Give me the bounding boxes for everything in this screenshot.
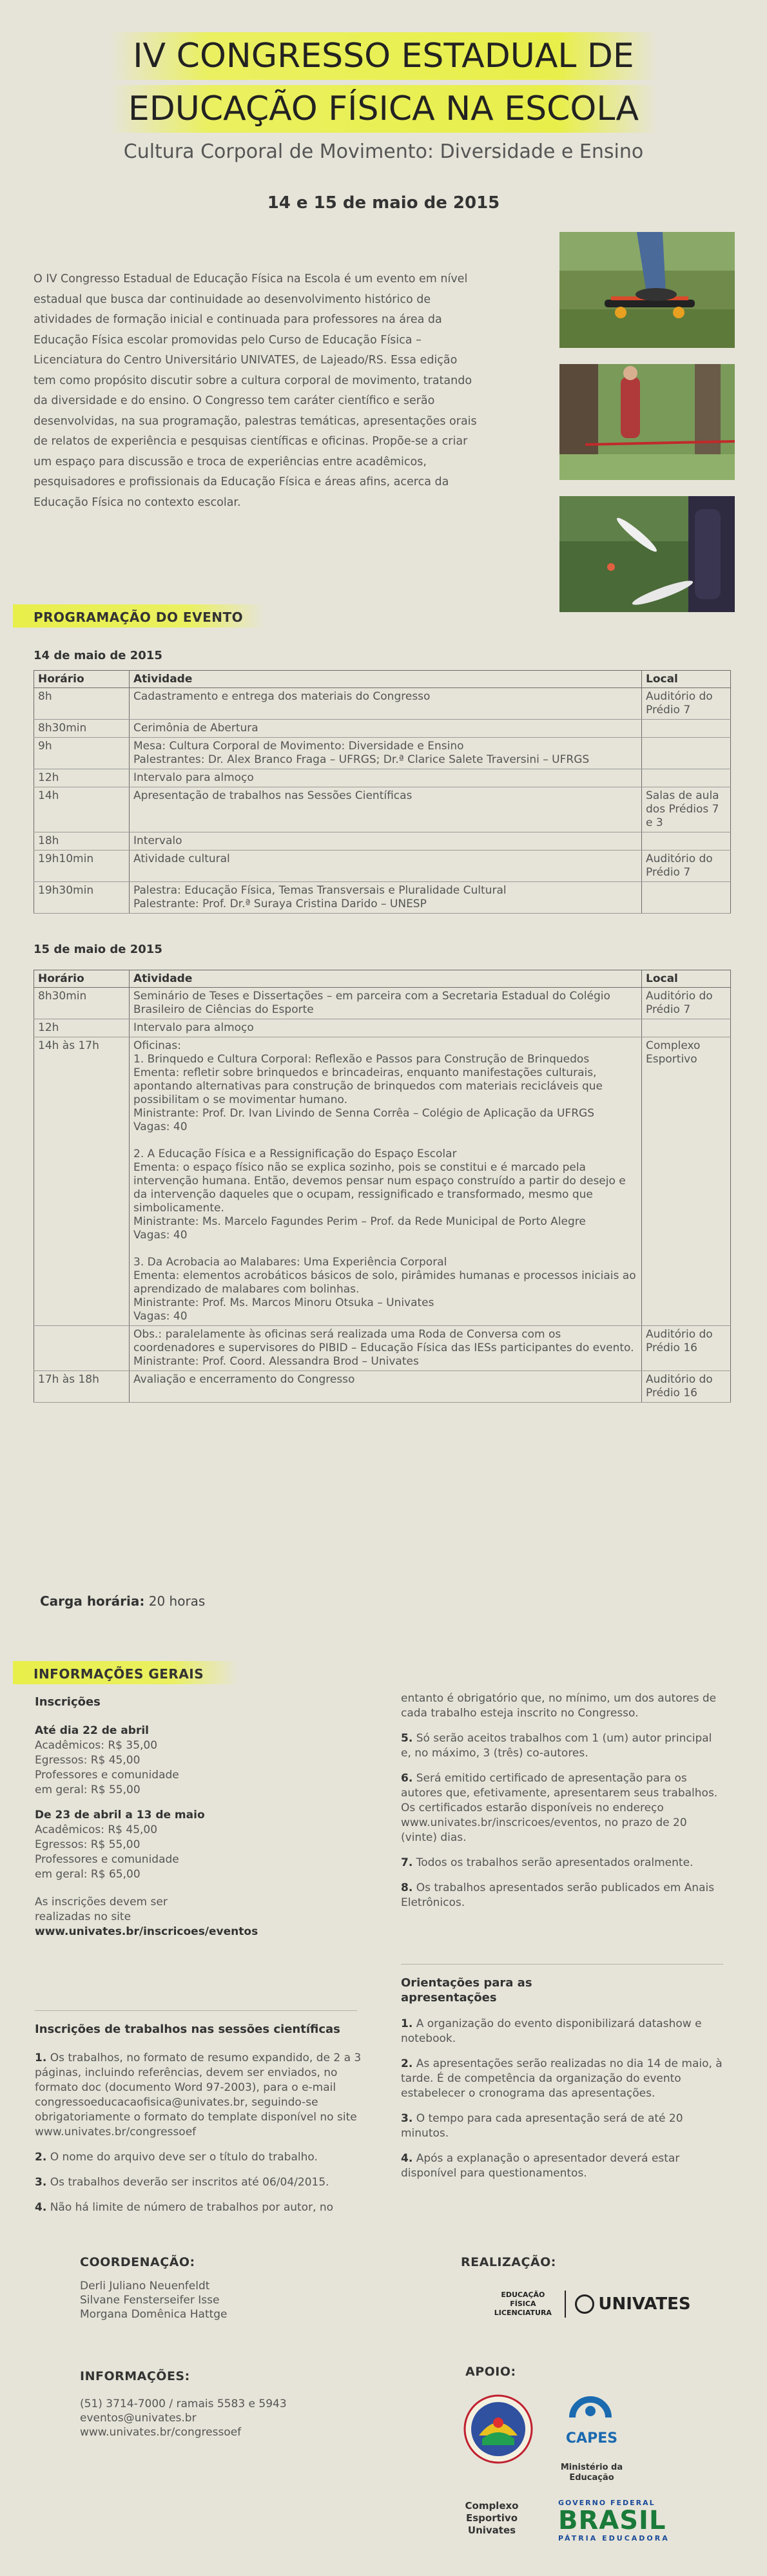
trabalho-item-text: Os trabalhos deverão ser inscritos até 06/04/2015. xyxy=(50,2176,329,2189)
info-heading: INFORMAÇÕES GERAIS xyxy=(13,1661,238,1684)
header-time: Horário xyxy=(34,970,130,988)
rule-item-text: Só serão aceitos trabalhos com 1 (um) autor principal e, no máximo, 3 (três) co-autores. xyxy=(401,1732,712,1760)
trabalhos-title: Inscrições de trabalhos nas sessões científicas xyxy=(35,2023,340,2036)
row-activity: Intervalo para almoço xyxy=(130,769,642,787)
brasil-label: BRASIL xyxy=(558,2506,666,2535)
row-activity: Cerimônia de Abertura xyxy=(130,720,642,738)
row-time: 12h xyxy=(34,1019,130,1037)
row-place: Auditório do Prédio 7 xyxy=(642,988,731,1019)
trabalho-item xyxy=(35,2051,364,2140)
trabalho-item-number: 2. xyxy=(35,2151,47,2164)
ministerio-label: Ministério da Educação xyxy=(560,2463,623,2483)
schedule-row xyxy=(34,1037,731,1326)
trabalhos-section xyxy=(35,2022,364,2225)
row-place: Salas de aula dos Prédios 7 e 3 xyxy=(642,787,731,832)
schedule-row xyxy=(34,787,731,832)
rule-item-number: 8. xyxy=(401,1881,413,1894)
row-activity: Cadastramento e entrega dos materiais do Congresso xyxy=(130,688,642,720)
row-time: 18h xyxy=(34,832,130,851)
period1-line: em geral: R$ 55,00 xyxy=(35,1783,141,1796)
schedule-row xyxy=(34,1371,731,1403)
row-place: Auditório do Prédio 16 xyxy=(642,1371,731,1403)
trabalho-item-number: 3. xyxy=(35,2176,47,2189)
univates-logo xyxy=(575,2294,690,2314)
inscricoes-link[interactable]: www.univates.br/inscricoes/eventos xyxy=(35,1925,258,1938)
period1-line: Egressos: R$ 45,00 xyxy=(35,1754,141,1767)
trabalho-item-text: O nome do arquivo deve ser o título do trabalho. xyxy=(50,2151,318,2164)
subtitle: Cultura Corporal de Movimento: Diversidade e Ensino xyxy=(123,140,644,163)
row-place: Auditório do Prédio 7 xyxy=(642,851,731,882)
coord-name: Derli Juliano Neuenfeldt xyxy=(80,2280,210,2292)
header-place: Local xyxy=(642,970,731,988)
col2-continuation: entanto é obrigatório que, no mínimo, um dos autores de cada trabalho esteja inscrito no Congresso. xyxy=(401,1692,717,1720)
row-place xyxy=(642,720,731,738)
day2-heading: 15 de maio de 2015 xyxy=(34,943,162,956)
info-contacts xyxy=(80,2397,287,2439)
inscricoes-title: Inscrições xyxy=(35,1695,101,1709)
rule-item-number: 6. xyxy=(401,1772,413,1785)
schedule-row xyxy=(34,720,731,738)
title-line-1: IV CONGRESSO ESTADUAL DE xyxy=(110,32,657,80)
schedule-row xyxy=(34,988,731,1019)
rule-item-number: 5. xyxy=(401,1732,413,1745)
carga-label: Carga horária: xyxy=(40,1593,145,1609)
period2-line: em geral: R$ 65,00 xyxy=(35,1868,141,1881)
orient-item-text: As apresentações serão realizadas no dia 14 de maio, à tarde. É de competência da organização do evento estabelecer o cronograma das apresentações. xyxy=(401,2057,723,2100)
slackline-photo xyxy=(559,364,735,480)
schedule-row xyxy=(34,738,731,769)
row-time: 19h30min xyxy=(34,882,130,914)
info-title: INFORMAÇÕES: xyxy=(80,2369,190,2383)
row-place: Auditório do Prédio 16 xyxy=(642,1326,731,1371)
row-time: 14h xyxy=(34,787,130,832)
row-place: Auditório do Prédio 7 xyxy=(642,688,731,720)
governo-label: GOVERNO FEDERAL xyxy=(558,2499,655,2507)
orient-item-number: 2. xyxy=(401,2057,413,2070)
schedule-row xyxy=(34,1019,731,1037)
row-activity: Obs.: paralelamente às oficinas será realizada uma Roda de Conversa com os coordenadores e supervisores do PIBID – Educação Física das IESs participantes do evento. Ministrante: Prof. Coord. Alessandra Brod – Univates xyxy=(130,1326,642,1371)
orient-item-number: 3. xyxy=(401,2112,413,2125)
edfisica-logo: EDUCAÇÃO FÍSICA LICENCIATURA xyxy=(489,2291,566,2318)
univates-logo-text: UNIVATES xyxy=(598,2294,691,2314)
rule-item-number: 7. xyxy=(401,1856,413,1869)
orient-item-number: 1. xyxy=(401,2017,413,2030)
header-activity: Atividade xyxy=(130,970,642,988)
row-activity: Oficinas: 1. Brinquedo e Cultura Corporal: Reflexão e Passos para Construção de Brinquedos Ementa: refletir sobre brinquedos e brincadeiras, enquanto manifestações culturais, apontando alternativas para construção de brinquedos com materiais recicláveis que possibilitam o se movimentar humano. Ministrante: Prof. Dr. Ivan Livindo de Senna Corrêa – Colégio de Aplicação da UFRGS Vagas: 40 2. A Educação Física e a Ressignificação do Espaço Escolar Ementa: o espaço físico não se explica sozinho, pois se constitui e é marcado pela intervenção humana. Então, devemos pensar num espaço construído a partir do desejo e da intervenção daqueles que o ocupam, ressignificado e transformado, mesmo que simbolicamente. Ministrante: Ms. Marcelo Fagundes Perim – Prof. da Rede Municipal de Porto Alegre Vagas: 40 3. Da Acrobacia ao Malabares: Uma Experiência Corporal Ementa: elementos acrobáticos básicos de solo, pirâmides humanas e processos iniciais ao aprendizado de malabares com bolinhas. Ministrante: Prof. Ms. Marcos Minoru Otsuka – Univates Vagas: 40 xyxy=(130,1037,642,1326)
realizacao-title: REALIZAÇÃO: xyxy=(461,2255,556,2269)
coord-name: Morgana Domênica Hattge xyxy=(80,2308,228,2321)
program-heading: PROGRAMAÇÃO DO EVENTO xyxy=(13,604,264,628)
trabalho-item xyxy=(35,2175,364,2190)
row-time: 14h às 17h xyxy=(34,1037,130,1326)
row-time: 8h30min xyxy=(34,988,130,1019)
row-activity: Intervalo xyxy=(130,832,642,851)
orientacoes-section xyxy=(401,1975,723,2191)
row-time xyxy=(34,1326,130,1371)
row-activity: Apresentação de trabalhos nas Sessões Científicas xyxy=(130,787,642,832)
row-place: Complexo Esportivo xyxy=(642,1037,731,1326)
coord-name: Silvane Fensterseifer Isse xyxy=(80,2294,220,2307)
juggling-photo xyxy=(559,496,735,612)
row-activity: Mesa: Cultura Corporal de Movimento: Diversidade e Ensino Palestrantes: Dr. Alex Branco Fraga – UFRGS; Dr.ª Clarice Salete Traversini – UFRGS xyxy=(130,738,642,769)
period2-title: De 23 de abril a 13 de maio xyxy=(35,1809,205,1821)
rule-item xyxy=(401,1731,723,1761)
row-time: 12h xyxy=(34,769,130,787)
governo-logo xyxy=(558,2499,687,2544)
day1-schedule xyxy=(34,670,731,914)
coord-title: COORDENAÇÃO: xyxy=(80,2255,195,2269)
row-place xyxy=(642,769,731,787)
schedule-row xyxy=(34,832,731,851)
realizacao-logos xyxy=(461,2286,719,2322)
orient-item xyxy=(401,2057,723,2101)
event-dates: 14 e 15 de maio de 2015 xyxy=(267,193,500,213)
period1-title: Até dia 22 de abril xyxy=(35,1724,149,1737)
orient-item xyxy=(401,2151,723,2181)
row-time: 8h30min xyxy=(34,720,130,738)
coord-names xyxy=(80,2279,228,2321)
orient-item xyxy=(401,2111,723,2141)
row-place xyxy=(642,882,731,914)
trabalho-item-text: Os trabalhos, no formato de resumo expandido, de 2 a 3 páginas, incluindo referências, devem ser enviados, no formato doc (documento Word 97-2003), para o e-mail congressoeducacaofisica@univates.br, seguindo-se obrigatoriamente o formato do template disponível no site www.univates.br/congressoef xyxy=(35,2052,362,2139)
info-col-1 xyxy=(35,1695,364,1939)
row-activity: Atividade cultural xyxy=(130,851,642,882)
row-activity: Seminário de Teses e Dissertações – em parceira com a Secretaria Estadual do Colégio Brasileiro de Ciências do Esporte xyxy=(130,988,642,1019)
schedule-row xyxy=(34,688,731,720)
inscricoes-note xyxy=(35,1895,258,1939)
trabalho-item-number: 4. xyxy=(35,2201,47,2214)
orientacoes-title: Orientações para as apresentações xyxy=(401,1976,532,2004)
orient-item-number: 4. xyxy=(401,2152,413,2165)
orient-item-text: A organização do evento disponibilizará datashow e notebook. xyxy=(401,2017,702,2045)
capes-label: CAPES xyxy=(565,2430,618,2446)
rule-item-text: Todos os trabalhos serão apresentados oralmente. xyxy=(416,1856,694,1869)
rule-item-text: Será emitido certificado de apresentação para os autores que, efetivamente, apresentarem seus trabalhos. Os certificados estarão disponíveis no endereço www.univates.br/inscricoes/eventos, no prazo de 20 (vinte) dias. xyxy=(401,1772,718,1844)
trabalho-item xyxy=(35,2150,364,2165)
row-place xyxy=(642,832,731,851)
patria-label: PÁTRIA EDUCADORA xyxy=(558,2534,670,2542)
complexo-label: Complexo Esportivo Univates xyxy=(465,2500,519,2536)
skateboard-photo xyxy=(559,232,735,348)
email-link[interactable]: eventos@univates.br xyxy=(80,2412,197,2425)
univates-icon xyxy=(575,2294,594,2314)
period1-line: Acadêmicos: R$ 35,00 xyxy=(35,1739,158,1752)
row-activity: Avaliação e encerramento do Congresso xyxy=(130,1371,642,1403)
row-time: 8h xyxy=(34,688,130,720)
col1-divider xyxy=(35,2010,357,2011)
period2-line: Egressos: R$ 55,00 xyxy=(35,1838,141,1851)
day2-schedule xyxy=(34,970,731,1403)
trabalho-item-text: Não há limite de número de trabalhos por autor, no xyxy=(50,2201,334,2214)
title-line-2: EDUCAÇÃO FÍSICA NA ESCOLA xyxy=(110,85,657,133)
period1-line: Professores e comunidade xyxy=(35,1769,179,1782)
period2-line: Professores e comunidade xyxy=(35,1853,179,1866)
row-activity: Intervalo para almoço xyxy=(130,1019,642,1037)
rule-item-text: Os trabalhos apresentados serão publicados em Anais Eletrônicos. xyxy=(401,1881,715,1909)
row-activity: Palestra: Educação Física, Temas Transversais e Pluralidade Cultural Palestrante: Prof. Dr.ª Suraya Cristina Darido – UNESP xyxy=(130,882,642,914)
row-time: 9h xyxy=(34,738,130,769)
header-activity: Atividade xyxy=(130,671,642,688)
row-place xyxy=(642,1019,731,1037)
row-place xyxy=(642,738,731,769)
website-link[interactable]: www.univates.br/congressoef xyxy=(80,2426,242,2439)
phone: (51) 3714-7000 / ramais 5583 e 5943 xyxy=(80,2398,287,2410)
row-time: 19h10min xyxy=(34,851,130,882)
capes-logo xyxy=(559,2392,624,2450)
inscricoes-note-text: As inscrições devem ser realizadas no site xyxy=(35,1896,168,1923)
orient-item xyxy=(401,2017,723,2046)
schedule-row xyxy=(34,769,731,787)
intro-text: O IV Congresso Estadual de Educação Física na Escola é um evento em nível estadual que busca dar continuidade ao desenvolvimento histórico de atividades de formação inicial e continuada para professores na área da Educação Física escolar promovidas pelo Curso de Educação Física – Licenciatura do Centro Universitário UNIVATES, de Lajeado/RS. Essa edição tem como propósito discutir sobre a cultura corporal de movimento, tratando da diversidade e do ensino. O Congresso tem caráter científico e serão desenvolvidas, na sua programação, palestras temáticas, apresentações orais de relatos de experiência e pesquisas científicas e oficinas. Propõe-se a criar um espaço para discussão e troca de experiências entre acadêmicos, pesquisadores e profissionais da Educação Física e áreas afins, acerca da Educação Física no contexto escolar. xyxy=(34,273,477,509)
schedule-row xyxy=(34,851,731,882)
period2-line: Acadêmicos: R$ 45,00 xyxy=(35,1823,158,1836)
header-place: Local xyxy=(642,671,731,688)
carga-value: 20 horas xyxy=(148,1593,206,1609)
col2-divider xyxy=(401,1964,723,1965)
schedule-row xyxy=(34,882,731,914)
rule-item xyxy=(401,1856,723,1870)
info-col-2 xyxy=(401,1691,723,1921)
rule-item xyxy=(401,1881,723,1910)
orient-item-text: Após a explanação o apresentador deverá estar disponível para questionamentos. xyxy=(401,2152,680,2180)
day1-heading: 14 de maio de 2015 xyxy=(34,649,162,662)
trabalho-item-number: 1. xyxy=(35,2052,47,2064)
complexo-logo xyxy=(463,2394,534,2465)
trabalho-item xyxy=(35,2200,364,2215)
header-time: Horário xyxy=(34,671,130,688)
carga-horaria xyxy=(40,1593,205,1609)
apoio-title: APOIO: xyxy=(465,2365,516,2379)
rule-item xyxy=(401,1771,723,1845)
schedule-row xyxy=(34,1326,731,1371)
orient-item-text: O tempo para cada apresentação será de até 20 minutos. xyxy=(401,2112,683,2140)
row-time: 17h às 18h xyxy=(34,1371,130,1403)
